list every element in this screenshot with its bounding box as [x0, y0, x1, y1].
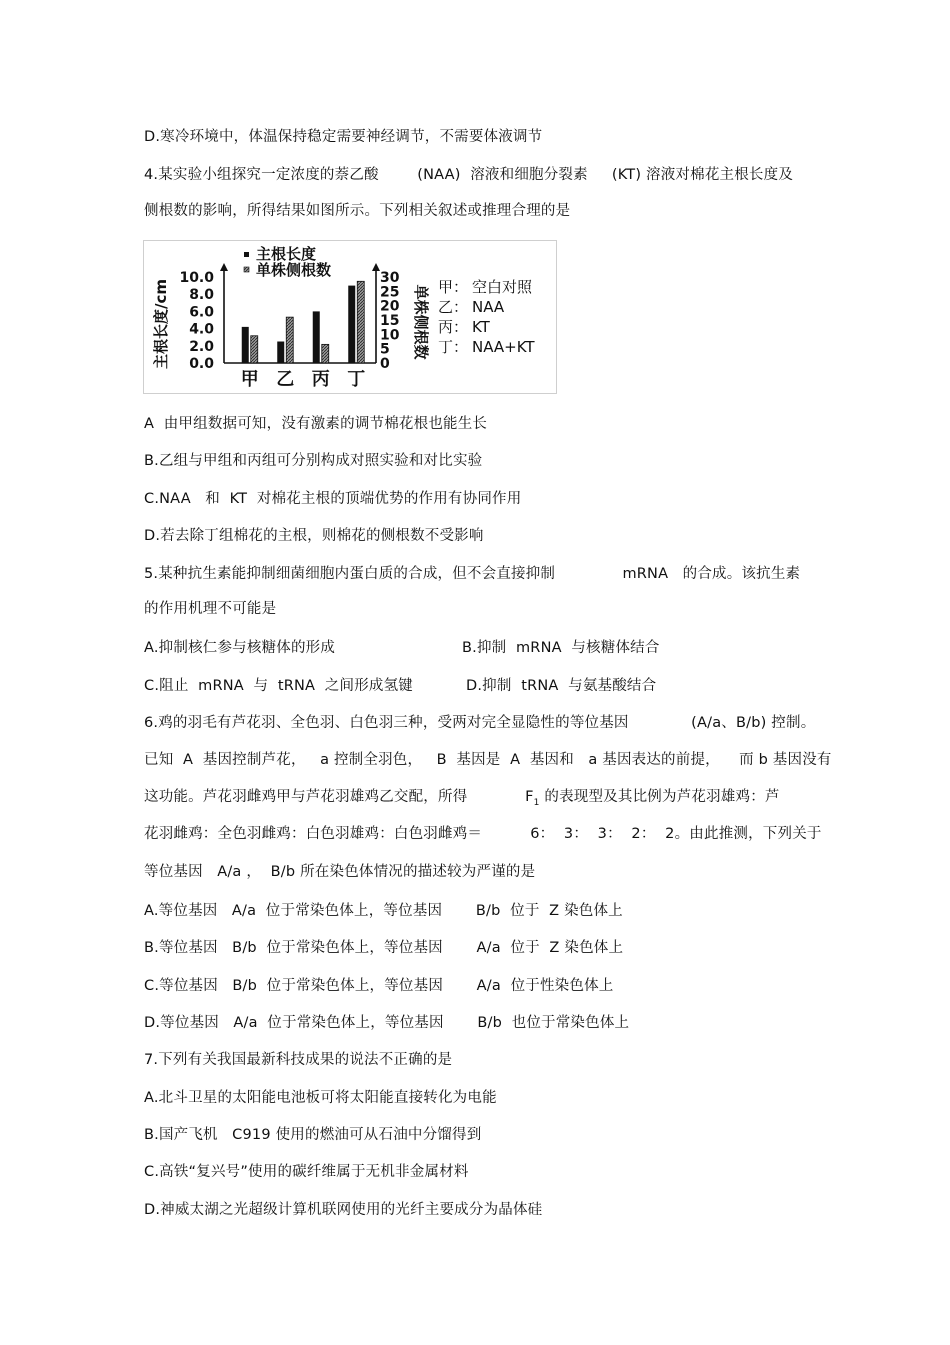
q4-option-c: C.NAA 和 KT 对棉花主根的顶端优势的作用有协同作用 — [144, 491, 522, 507]
bar-lateral-root-count — [357, 281, 364, 363]
bar-main-root-length — [313, 311, 320, 363]
group-key-label: 乙： — [438, 298, 469, 316]
right-tick-label: 20 — [380, 298, 400, 315]
q7-option-c: C.高铁“复兴号”使用的碳纤维属于无机非金属材料 — [144, 1164, 469, 1180]
left-tick-label: 10.0 — [179, 270, 214, 286]
category-label: 甲 — [240, 369, 259, 390]
group-key-value: KT — [472, 318, 490, 336]
category-label: 乙 — [276, 369, 295, 390]
q6-line3-sub: 1 — [533, 797, 540, 808]
q5-option-b: B.抑制 mRNA 与核糖体结合 — [462, 640, 660, 656]
q7-option-d: D.神威太湖之光超级计算机联网使用的光纤主要成分为晶体硅 — [144, 1202, 543, 1218]
q5-option-d: D.抑制 tRNA 与氨基酸结合 — [466, 678, 657, 694]
q5-option-c: C.阻止 mRNA 与 tRNA 之间形成氢键 — [144, 678, 413, 694]
category-label: 丙 — [311, 369, 330, 390]
group-key-value: NAA+KT — [472, 338, 535, 356]
group-key-value: 空白对照 — [472, 278, 533, 296]
q6-line3-post: 的表现型及其比例为芦花羽雄鸡：芦 — [539, 789, 780, 805]
q6-stem-line1: 6.鸡的羽毛有芦花羽、全色羽、白色羽三种，受两对完全显隐性的等位基因 (A/a、B/b) 控制。 — [144, 715, 816, 731]
q3-option-d: D.寒冷环境中，体温保持稳定需要神经调节，不需要体液调节 — [144, 129, 543, 145]
q4-stem-line2: 侧根数的影响，所得结果如图所示。下列相关叙述或推理合理的是 — [144, 203, 571, 219]
bar-main-root-length — [277, 342, 284, 364]
right-tick-label: 10 — [380, 327, 400, 344]
legend-label-main-root: 主根长度 — [256, 245, 317, 263]
group-key-label: 丙： — [438, 318, 469, 336]
bar-main-root-length — [242, 327, 249, 363]
right-tick-label: 15 — [380, 313, 400, 329]
bar-lateral-root-count — [251, 336, 258, 363]
q6-option-c: C.等位基因 B/b 位于常染色体上，等位基因 A/a 位于性染色体上 — [144, 978, 614, 994]
q4-stem-line1: 4.某实验小组探究一定浓度的萘乙酸 (NAA) 溶液和细胞分裂素 (KT) 溶液对棉花主根长度及 — [144, 167, 794, 183]
q7-stem: 7.下列有关我国最新科技成果的说法不正确的是 — [144, 1052, 453, 1068]
right-tick-label: 5 — [380, 341, 390, 358]
q5-option-a: A.抑制核仁参与核糖体的形成 — [144, 640, 336, 656]
bar-chart — [144, 241, 556, 393]
group-key-label: 丁： — [438, 338, 469, 356]
left-tick-label: 6.0 — [189, 304, 214, 321]
bar-lateral-root-count — [286, 317, 293, 363]
right-axis-arrow — [372, 263, 380, 271]
group-key-value: NAA — [472, 298, 505, 316]
group-key-label: 甲： — [438, 278, 469, 296]
q6-stem-line5: 等位基因 A/a ， B/b 所在染色体情况的描述较为严谨的是 — [144, 864, 536, 880]
q4-option-a: A 由甲组数据可知，没有激素的调节棉花根也能生长 — [144, 416, 488, 432]
q5-stem-line2: 的作用机理不可能是 — [144, 601, 277, 617]
q7-option-b: B.国产飞机 C919 使用的燃油可从石油中分馏得到 — [144, 1127, 482, 1143]
q4-option-d: D.若去除丁组棉花的主根，则棉花的侧根数不受影响 — [144, 528, 484, 544]
q4-figure — [143, 240, 557, 394]
left-tick-label: 8.0 — [189, 287, 214, 304]
bar-lateral-root-count — [322, 344, 329, 363]
q6-stem-line2: 已知 A 基因控制芦花， a 控制全羽色， B 基因是 A 基因和 a 基因表达的前提， 而 b 基因没有 — [144, 752, 832, 768]
left-tick-label: 2.0 — [189, 338, 214, 355]
q5-stem-line1: 5.某种抗生素能抑制细菌细胞内蛋白质的合成，但不会直接抑制 mRNA 的合成。该抗生素 — [144, 566, 801, 582]
legend-swatch-hatched — [244, 267, 249, 272]
q7-option-a: A.北斗卫星的太阳能电池板可将太阳能直接转化为电能 — [144, 1090, 497, 1106]
left-tick-label: 0.0 — [189, 356, 214, 372]
legend-label-lateral-root: 单株侧根数 — [256, 261, 332, 279]
q6-line3-pre: 这功能。芦花羽雌鸡甲与芦花羽雄鸡乙交配，所得 F — [144, 789, 534, 805]
left-axis-arrow — [220, 263, 228, 271]
right-tick-label: 0 — [380, 356, 390, 372]
q6-stem-line4: 花羽雌鸡：全色羽雌鸡：白色羽雄鸡：白色羽雌鸡＝ 6： 3： 3： 2： 2。由此推测，下列关于 — [144, 826, 822, 842]
q6-option-b: B.等位基因 B/b 位于常染色体上，等位基因 A/a 位于 Z 染色体上 — [144, 940, 624, 956]
left-tick-label: 4.0 — [189, 321, 214, 338]
right-tick-label: 30 — [380, 270, 400, 286]
q6-option-a: A.等位基因 A/a 位于常染色体上，等位基因 B/b 位于 Z 染色体上 — [144, 903, 623, 919]
q6-stem-line3 — [144, 787, 780, 813]
legend-swatch-solid — [244, 252, 249, 257]
right-axis-title: 单株侧根数 — [412, 284, 430, 360]
q6-option-d: D.等位基因 A/a 位于常染色体上，等位基因 B/b 也位于常染色体上 — [144, 1015, 630, 1031]
q4-option-b: B.乙组与甲组和丙组可分别构成对照实验和对比实验 — [144, 453, 483, 469]
bar-main-root-length — [348, 286, 355, 363]
right-tick-label: 25 — [380, 284, 400, 301]
category-label: 丁 — [347, 369, 366, 390]
left-axis-title: 主根长度/cm — [152, 278, 170, 370]
